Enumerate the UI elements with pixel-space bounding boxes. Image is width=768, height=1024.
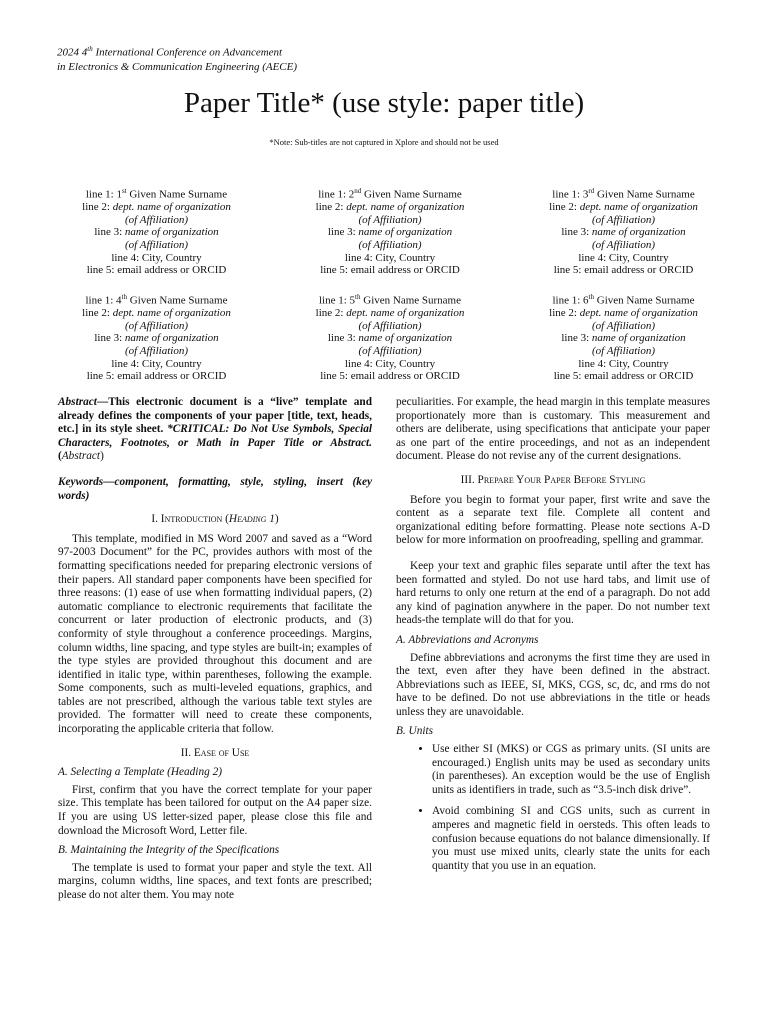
author-email-line: line 5: email address or ORCID	[320, 370, 460, 383]
author-ordinal: th	[121, 293, 127, 301]
abstract-tail-close: )	[100, 450, 104, 463]
author-org-line	[507, 226, 740, 239]
heading-abbreviations: A. Abbreviations and Acronyms	[396, 633, 539, 646]
abstract	[58, 396, 372, 464]
abstract-text: —This electronic document is a “live” template and already defines the components of your paper [title, text, heads, etc.] in its style sheet.	[58, 396, 372, 436]
author-city-line: line 4: City, Country	[111, 357, 202, 370]
paper-title: Paper Title* (use style: paper title)	[183, 87, 585, 119]
author-affiliation: (of Affiliation)	[591, 319, 656, 332]
line-label: line 3:	[94, 332, 125, 345]
heading-close: )	[274, 513, 279, 526]
line-label: line 2:	[549, 307, 580, 320]
conference-line-2: in Electronics & Communication Engineering (AECE)	[57, 60, 298, 73]
author-name: Given Name Surname	[594, 188, 695, 201]
author-name-line	[274, 291, 507, 307]
heading-number: I.	[151, 513, 161, 526]
line-label: line 2:	[315, 307, 347, 320]
units-list	[396, 743, 710, 873]
line-label: line 3:	[561, 332, 592, 345]
heading-style-name: Heading 1	[228, 513, 275, 526]
line-label: line 3:	[94, 226, 125, 239]
author-affiliation: (of Affiliation)	[124, 345, 189, 358]
author-dept: dept. name of organization	[579, 201, 698, 214]
author-name-line	[274, 185, 507, 201]
author-org-line	[507, 332, 740, 345]
author-email-line: line 5: email address or ORCID	[320, 264, 460, 277]
heading-units: B. Units	[396, 725, 434, 738]
heading-ease-of-use: II. Ease of Use	[180, 746, 250, 759]
author-org-line	[274, 226, 507, 239]
author-email-line: line 5: email address or ORCID	[86, 370, 227, 383]
conference-header	[57, 42, 297, 74]
abstract-style-name: Abstract	[61, 450, 101, 463]
author-affiliation: (of Affiliation)	[358, 213, 422, 226]
author-name-line	[40, 185, 273, 201]
author-org: name of organization	[124, 226, 219, 239]
author-org-line	[274, 332, 507, 345]
maintaining-integrity-paragraph: The template is used to format your paper and style the text. All margins, column widths, line spaces, and text fonts are prescribed; please do not alter them. You may note	[58, 861, 372, 901]
line-label: line 3:	[327, 332, 359, 345]
author-org-line	[40, 332, 273, 345]
author-city-line: line 4: City, Country	[578, 357, 669, 370]
line-label: line 1:	[318, 188, 349, 201]
selecting-template-paragraph: First, confirm that you have the correct template for your paper size. This template has been tailored for output on the A4 paper size. If you are using US letter-sized paper, please close this file and download the Microsoft Word, Letter file.	[58, 783, 372, 837]
line-label: line 1:	[552, 294, 584, 307]
author-ordinal: th	[355, 293, 361, 301]
author-affiliation: (of Affiliation)	[591, 345, 656, 358]
author-ordinal: nd	[354, 187, 362, 195]
author-affiliation: (of Affiliation)	[124, 319, 189, 332]
author-ordinal: th	[588, 293, 594, 301]
author-block	[507, 291, 740, 383]
line-label: line 2:	[315, 201, 347, 214]
prepare-paragraph-1: Before you begin to format your paper, first write and save the content as a separate text file. Complete all content and organizational editing before formatting. Please note sections A-D below for more information on proofreading, spelling and grammar.	[396, 493, 710, 547]
author-number: 1	[116, 188, 122, 201]
left-column	[58, 396, 372, 903]
author-email-line: line 5: email address or ORCID	[553, 264, 694, 277]
author-number: 4	[116, 294, 122, 307]
keywords: Keywords—component, formatting, style, styling, insert (key words)	[58, 475, 372, 502]
author-dept-line	[507, 201, 740, 214]
author-email-line: line 5: email address or ORCID	[553, 370, 694, 383]
author-email-line: line 5: email address or ORCID	[86, 264, 227, 277]
author-dept-line	[274, 307, 507, 320]
line-label: line 1:	[85, 188, 117, 201]
paragraph-gap	[396, 548, 710, 560]
author-name: Given Name Surname	[126, 188, 228, 201]
author-affiliation: (of Affiliation)	[124, 239, 189, 252]
list-item: • Use either SI (MKS) or CGS as primary units. (SI units are encouraged.) English units may be used as secondary units (in parentheses). An exception would be the use of English units as identifiers in trade, such as “3.5-inch disk drive”.	[432, 743, 710, 797]
right-column	[396, 396, 710, 881]
conference-line-1	[57, 42, 297, 60]
author-block	[274, 185, 507, 277]
author-ordinal: st	[121, 187, 127, 195]
abstract-label: Abstract	[58, 396, 97, 408]
author-dept-line	[40, 201, 273, 214]
author-name: Given Name Surname	[127, 294, 228, 307]
prepare-paragraph-2: Keep your text and graphic files separate until after the text has been formatted and styled. Do not use hard tabs, and limit use of hard returns to only one return at the end of a paragraph. Do not add any kind of pagination anywhere in the paper. Do not number text heads-the template will do that for you.	[396, 559, 710, 627]
author-affiliation: (of Affiliation)	[358, 239, 422, 252]
abbreviations-paragraph: Define abbreviations and acronyms the first time they are used in the text, even after they have been defined in the abstract. Abbreviations such as IEEE, SI, MKS, CGS, sc, dc, and rms do not have to be defined. Do not use abbreviations in the title or heads unless they are unavoidable.	[396, 651, 710, 718]
author-city-line: line 4: City, Country	[111, 251, 202, 264]
introduction-paragraph: This template, modified in MS Word 2007 and saved as a “Word 97-2003 Document” for the PC, provides authors with most of the formatting specifications needed for preparing electronic versions of their papers. All standard paper components have been specified for three reasons: (1) ease of use when formatting individual papers, (2) automatic compliance to electronic requirements that facilitate the concurrent or later production of electronic products, and (3) conformity of style throughout a conference proceedings. Margins, column widths, line spacing, and type styles are built-in; examples of the type styles are provided throughout this document and are identified in italic type, within parentheses, following the example. Some components, such as multi-leveled equations, graphics, and tables are not prescribed, although the various table text styles are provided. The formatter will need to create these components, incorporating the applicable criteria that follow.	[58, 532, 372, 736]
author-block	[40, 291, 273, 383]
author-dept-line	[40, 307, 273, 320]
heading-selecting-template: A. Selecting a Template (Heading 2)	[58, 766, 222, 779]
author-org: name of organization	[124, 332, 219, 345]
author-dept: dept. name of organization	[346, 307, 465, 320]
list-item: • Avoid combining SI and CGS units, such as current in amperes and magnetic field in oersteds. This often leads to confusion because equations do not balance dimensionally. If you must use mixed units, clearly state the units for each quantity that you use in an equation.	[432, 805, 710, 873]
author-city-line: line 4: City, Country	[344, 251, 436, 264]
author-block	[274, 291, 507, 383]
author-org-line	[40, 226, 273, 239]
heading-prepare-paper: III. Prepare Your Paper Before Styling	[460, 473, 646, 486]
abstract-tail-open: (	[58, 450, 62, 463]
author-org: name of organization	[358, 332, 453, 345]
author-number: 2	[348, 188, 355, 201]
conference-ordinal: th	[87, 45, 93, 53]
conference-name: International Conference on Advancement	[92, 46, 283, 59]
author-city-line: line 4: City, Country	[578, 251, 669, 264]
author-name-line	[507, 291, 740, 307]
line-label: line 2:	[82, 307, 113, 320]
heading-introduction	[58, 513, 372, 527]
conference-year: 2024 4	[57, 46, 88, 59]
author-affiliation: (of Affiliation)	[358, 319, 422, 332]
line-label: line 1:	[552, 188, 583, 201]
authors-row-2	[40, 291, 740, 383]
heading-maintaining-integrity: B. Maintaining the Integrity of the Specifications	[58, 844, 280, 857]
line-label: line 2:	[549, 201, 580, 214]
author-dept: dept. name of organization	[579, 307, 698, 320]
author-dept: dept. name of organization	[112, 201, 231, 214]
line-label: line 2:	[82, 201, 113, 214]
author-org: name of organization	[358, 226, 453, 239]
author-name-line	[507, 185, 740, 201]
author-ordinal: rd	[588, 187, 595, 195]
author-name-line	[40, 291, 273, 307]
author-affiliation: (of Affiliation)	[591, 239, 656, 252]
abstract-critical: *CRITICAL: Do Not Use Symbols, Special Characters, Footnotes, or Math in Paper Title or Abstract.	[58, 423, 372, 449]
author-affiliation: (of Affiliation)	[358, 345, 422, 358]
author-number: 3	[582, 188, 589, 201]
line-label: line 1:	[318, 294, 350, 307]
author-number: 5	[349, 294, 356, 307]
author-dept: dept. name of organization	[346, 201, 465, 214]
author-dept-line	[274, 201, 507, 214]
authors-row-1	[40, 185, 740, 277]
author-city-line: line 4: City, Country	[344, 357, 436, 370]
author-org: name of organization	[591, 332, 686, 345]
author-block	[507, 185, 740, 277]
author-org: name of organization	[591, 226, 686, 239]
author-name: Given Name Surname	[361, 188, 462, 201]
author-affiliation: (of Affiliation)	[124, 213, 189, 226]
line-label: line 3:	[327, 226, 359, 239]
heading-text: Introduction (	[160, 513, 229, 526]
author-dept-line	[507, 307, 740, 320]
subtitle-note: *Note: Sub-titles are not captured in Xplore and should not be used	[269, 137, 499, 147]
peculiarities-paragraph: peculiarities. For example, the head margin in this template measures proportionately more than is customary. This measurement and others are deliberate, using specifications that anticipate your paper as one part of the entire proceedings, and not as an independent document. Please do not revise any of the current designations.	[396, 396, 710, 463]
line-label: line 1:	[85, 294, 117, 307]
author-dept: dept. name of organization	[112, 307, 231, 320]
author-number: 6	[583, 294, 589, 307]
author-name: Given Name Surname	[594, 294, 695, 307]
author-block	[40, 185, 273, 277]
line-label: line 3:	[561, 226, 592, 239]
author-name: Given Name Surname	[360, 294, 461, 307]
author-affiliation: (of Affiliation)	[591, 213, 656, 226]
